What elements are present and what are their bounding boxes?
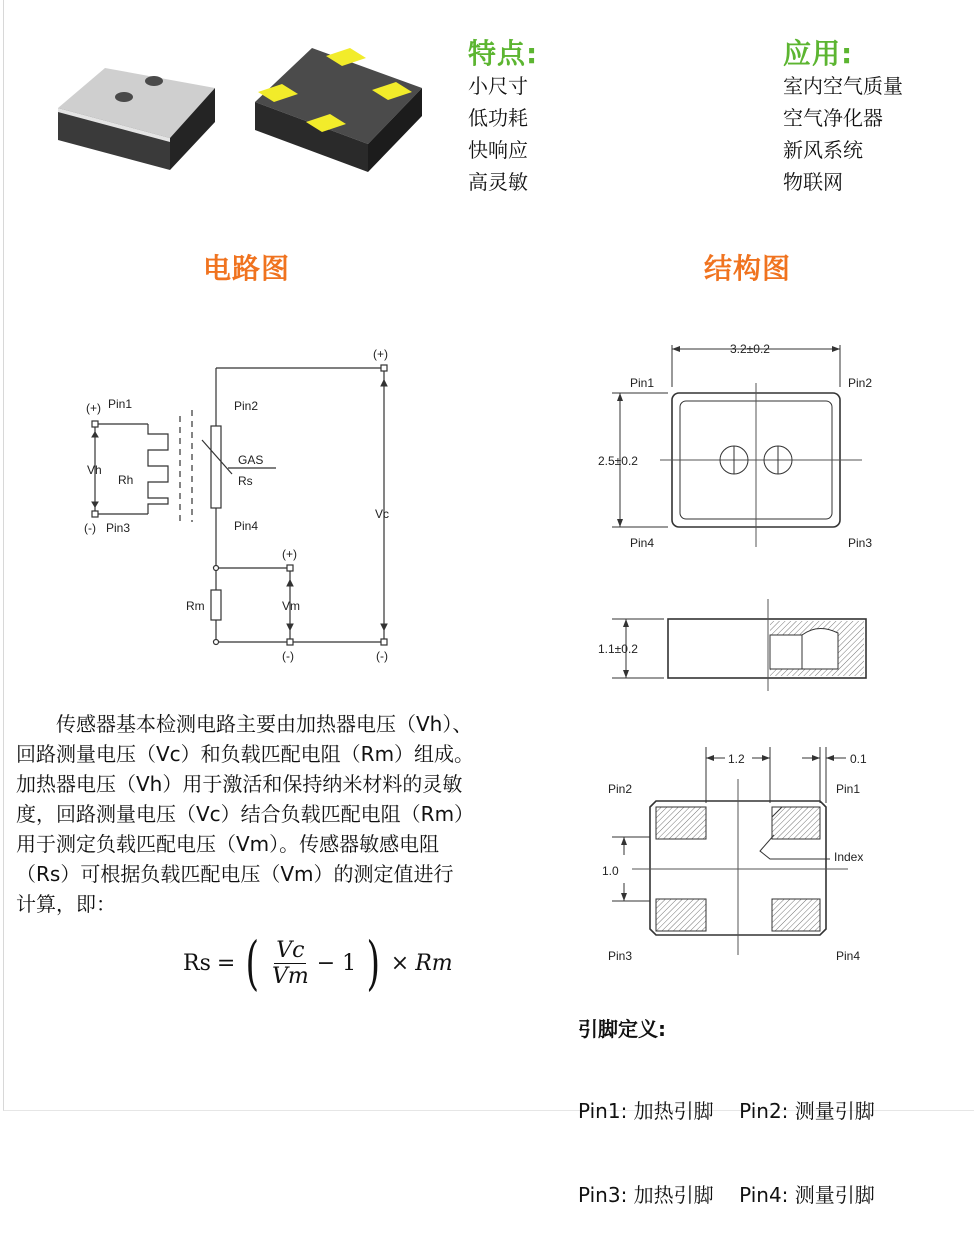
structure-bottom-view xyxy=(602,747,867,963)
structure-top-pin1: Pin1 xyxy=(630,376,655,390)
circuit-label-vc: Vc xyxy=(375,507,390,521)
description-line: 传感器基本检测电路主要由加热器电压（Vh）、 xyxy=(56,712,473,736)
applications-title: 应用: xyxy=(783,37,854,70)
pin-definition-row: Pin3: 加热引脚 Pin4: 测量引脚 xyxy=(578,1183,875,1207)
circuit-heading: 电路图 xyxy=(203,252,291,285)
formula-lhs: Rs xyxy=(183,950,211,976)
formula-denominator: Vm xyxy=(271,963,309,989)
description-line: 回路测量电压（Vc）和负载匹配电阻（Rm）组成。 xyxy=(16,742,475,766)
circuit-label-vc-plus: (+) xyxy=(373,347,388,361)
formula-rm: Rm xyxy=(415,950,453,976)
structure-label-width: 3.2±0.2 xyxy=(730,342,770,356)
description-line: 计算，即： xyxy=(16,892,116,916)
structure-label-pad-width: 1.2 xyxy=(728,752,745,766)
pin-definition-row: Pin1: 加热引脚 Pin2: 测量引脚 xyxy=(578,1099,875,1123)
structure-label-pad-margin: 0.1 xyxy=(850,752,867,766)
application-item: 物联网 xyxy=(783,170,843,194)
application-item: 室内空气质量 xyxy=(783,74,903,98)
circuit-label-plus: (+) xyxy=(86,401,101,415)
structure-label-index: Index xyxy=(834,850,864,864)
description-line: 用于测定负载匹配电压（Vm）。传感器敏感电阻 xyxy=(16,832,440,856)
circuit-label-vm-minus: (-) xyxy=(282,649,294,663)
structure-top-pin3: Pin3 xyxy=(848,536,873,550)
formula-numerator: Vc xyxy=(276,937,305,963)
circuit-label-gas: GAS xyxy=(238,453,264,467)
product-photos xyxy=(50,30,430,180)
formula-times: × xyxy=(390,950,410,976)
circuit-diagram xyxy=(80,340,420,670)
formula-right-paren: ) xyxy=(366,929,381,997)
circuit-description xyxy=(16,709,576,919)
circuit-label-minus: (-) xyxy=(84,521,96,535)
structure-label-pad-pitch: 1.0 xyxy=(602,864,619,878)
circuit-label-vm: Vm xyxy=(282,599,300,613)
circuit-label-vm-plus: (+) xyxy=(282,547,297,561)
circuit-label-vh: Vh xyxy=(87,463,102,477)
structure-heading: 结构图 xyxy=(704,252,792,285)
feature-item: 快响应 xyxy=(468,138,528,162)
structure-bottom-pin2: Pin2 xyxy=(608,782,633,796)
application-item: 空气净化器 xyxy=(783,106,883,130)
structure-bottom-pin4: Pin4 xyxy=(836,949,861,963)
sensor-top-view-image xyxy=(58,68,215,170)
pin-definition-list xyxy=(578,1041,875,1237)
applications-list xyxy=(783,70,903,198)
structure-label-height: 2.5±0.2 xyxy=(598,454,638,468)
structure-bottom-pin1: Pin1 xyxy=(836,782,861,796)
application-item: 新风系统 xyxy=(783,138,863,162)
description-line: 度，回路测量电压（Vc）结合负载匹配电阻（Rm） xyxy=(16,802,475,826)
feature-item: 高灵敏 xyxy=(468,170,528,194)
structure-label-thickness: 1.1±0.2 xyxy=(598,642,638,656)
circuit-label-rm: Rm xyxy=(186,599,205,613)
formula-minus-one: − 1 xyxy=(316,950,357,976)
feature-item: 低功耗 xyxy=(468,106,528,130)
sensor-bottom-view-image xyxy=(255,48,422,172)
description-line: （Rs）可根据负载匹配电压（Vm）的测定值进行 xyxy=(16,862,454,886)
structure-top-view xyxy=(598,342,872,550)
pin-definition-title: 引脚定义: xyxy=(578,1017,666,1041)
circuit-label-rs: Rs xyxy=(238,474,253,488)
structure-top-pin2: Pin2 xyxy=(848,376,873,390)
structure-top-pin4: Pin4 xyxy=(630,536,655,550)
structure-diagram xyxy=(590,335,880,975)
features-list xyxy=(468,70,528,198)
circuit-label-rh: Rh xyxy=(118,473,134,487)
features-title: 特点: xyxy=(468,37,539,70)
description-line: 加热器电压（Vh）用于激活和保持纳米材料的灵敏 xyxy=(16,772,463,796)
circuit-label-pin4: Pin4 xyxy=(234,519,259,533)
formula-eq: = xyxy=(216,950,236,976)
rs-formula xyxy=(183,928,453,998)
formula-left-paren: ( xyxy=(245,929,260,997)
circuit-label-pin1: Pin1 xyxy=(108,397,133,411)
circuit-label-pin2: Pin2 xyxy=(234,399,259,413)
circuit-label-pin3: Pin3 xyxy=(106,521,131,535)
circuit-label-vc-minus: (-) xyxy=(376,649,388,663)
formula-fraction xyxy=(270,938,311,989)
structure-side-view xyxy=(598,599,866,691)
structure-bottom-pin3: Pin3 xyxy=(608,949,633,963)
feature-item: 小尺寸 xyxy=(468,74,528,98)
